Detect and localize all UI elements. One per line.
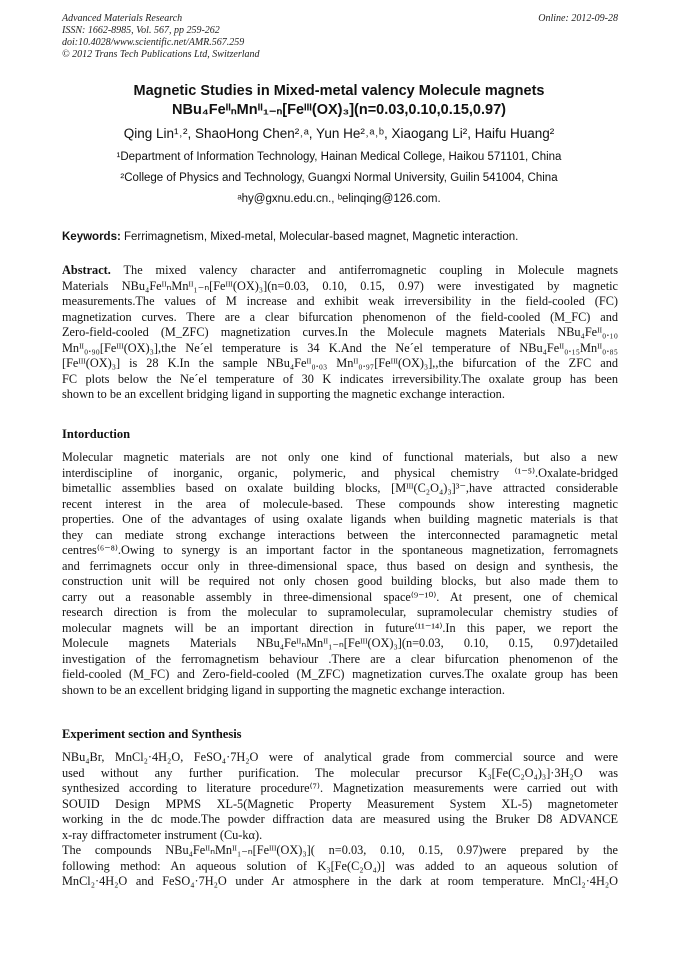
section-heading-introduction: Intorduction bbox=[62, 427, 131, 441]
experiment-line: MnCl₂·4H₂O and FeSO₄·7H₂O under Ar atmosphere in the dark at room temperature. MnCl₂·4H₂O bbox=[62, 874, 618, 888]
title-line-2: NBu₄FeᴵᴵₙMnᴵᴵ₁₋ₙ[Feᴵᴵᴵ(OX)₃](n=0.03,0.10,0.15,0.97) bbox=[172, 102, 506, 118]
intro-line: field-cooled (M_FC) and Zero-field-cooled (M_ZFC) magnetization curves.The oxalate group has been bbox=[62, 667, 618, 681]
issn-line: ISSN: 1662-8985, Vol. 567, pp 259-262 bbox=[62, 25, 220, 36]
abstract-line: FC plots below the Ne´el temperature of 30 K indicates irreversibility.The oxalate group has been bbox=[62, 371, 618, 386]
intro-line: molecular magnets will be an important direction in future⁽¹¹⁻¹⁴⁾.In this paper, we report the bbox=[62, 620, 618, 635]
abstract-line: Abstract. The mixed valency character and antiferromagnetic coupling in Molecule magnets bbox=[62, 263, 618, 277]
author-list: Qing Lin¹˒², ShaoHong Chen²˒ᵃ, Yun He²˒ᵃ˒ᵇ, Xiaogang Li², Haifu Huang² bbox=[123, 126, 555, 141]
doi-line: doi:10.4028/www.scientific.net/AMR.567.259 bbox=[62, 37, 245, 48]
abstract-line: [Feᴵᴵᴵ(OX)₃] is 28 K.In the sample NBu₄Feᴵᴵ₀.₀₃ Mnᴵᴵ₀.₉₇[Feᴵᴵᴵ(OX)₃],,the bifurcation of the ZFC and bbox=[62, 356, 618, 370]
experiment-line: SOUID Design MPMS XL-5(Magnetic Property Measurement System XL-5) magnetometer bbox=[62, 796, 618, 811]
online-date: Online: 2012-09-28 bbox=[538, 13, 618, 24]
experiment-line: The compounds NBu₄FeᴵᴵₙMnᴵᴵ₁₋ₙ[Feᴵᴵᴵ(OX)₃]( n=0.03, 0.10, 0.15, 0.97)were prepared by the bbox=[62, 843, 618, 857]
abstract bbox=[62, 263, 618, 403]
intro-line: Molecule magnets Materials NBu₄FeᴵᴵₙMnᴵᴵ₁₋ₙ[Feᴵᴵᴵ(OX)₃](n=0.03, 0.10, 0.15, 0.97)detailed bbox=[62, 636, 618, 650]
abstract-line: magnetization curves. There are a clear bifurcation phenomenon of the field-cooled (M_FC) and bbox=[62, 309, 618, 324]
intro-line: shown to be an excellent bridging ligand in supporting the magnetic exchange interaction. bbox=[62, 682, 505, 697]
journal-header bbox=[62, 13, 618, 61]
intro-line: construction unit will be required not only chosen good building blocks, but also made them to bbox=[62, 574, 618, 588]
affiliation-2: ²College of Physics and Technology, Guangxi Normal University, Guilin 541004, China bbox=[120, 172, 558, 184]
affiliation-1: ¹Department of Information Technology, Hainan Medical College, Haikou 571101, China bbox=[116, 151, 562, 163]
abstract-label: Abstract. bbox=[62, 263, 111, 277]
intro-line: and ferrimagnets occur only in three-dimensional space, thus based on design and synthesis, the bbox=[62, 558, 618, 573]
intro-line: investigation of the ferromagnetism behaviour .There are a clear bifurcation phenomenon of the bbox=[62, 651, 618, 666]
abstract-line: Mnᴵᴵ₀.₉₀[Feᴵᴵᴵ(OX)₃],the Ne´el temperature is 34 K.And the Ne´el temperature of NBu₄Feᴵᴵ₀.₁₅Mnᴵᴵ₀.₈₅ bbox=[62, 340, 618, 355]
copyright-line: © 2012 Trans Tech Publications Ltd, Switzerland bbox=[62, 49, 260, 60]
abstract-line: Zero-field-cooled (M_ZFC) magnetization curves.In the Molecule magnets Materials NBu₄Feᴵᴵ₀.₁₀ bbox=[62, 325, 618, 339]
intro-line: centres⁽⁶⁻⁸⁾.Owing to synergy is an important factor in the spontaneous magnetization, ferromagnets bbox=[62, 543, 618, 557]
section-heading-experiment: Experiment section and Synthesis bbox=[62, 727, 242, 741]
experiment-line: working in the dc mode.The powder diffraction data are measured using the Bruker D8 ADVANCE bbox=[62, 812, 618, 826]
keywords-text: Ferrimagnetism, Mixed-metal, Molecular-based magnet, Magnetic interaction. bbox=[120, 231, 519, 243]
paper-title bbox=[40, 82, 638, 120]
abstract-line: shown to be an excellent bridging ligand in supporting the magnetic exchange interaction. bbox=[62, 387, 505, 401]
abstract-line: measurements.The values of M increase and exhibit weak irreversibility in the field-cooled (FC) bbox=[62, 294, 618, 308]
intro-line: recent interest in the area of molecule-based. These compounds show interesting magnetic bbox=[62, 496, 618, 511]
introduction-body bbox=[62, 450, 618, 698]
experiment-line: following method: An aqueous solution of K₃[Fe(C₂O₄)] was added to an aqueous solution of bbox=[62, 858, 618, 873]
experiment-line: used without any further purification. The molecular precursor K₃[Fe(C₂O₄)₃]·3H₂O was bbox=[62, 765, 618, 780]
experiment-body bbox=[62, 750, 618, 890]
experiment-line: x-ray diffractometer instrument (Cu-kα). bbox=[62, 827, 263, 842]
title-line-1: Magnetic Studies in Mixed-metal valency Molecule magnets bbox=[133, 83, 545, 99]
intro-line: carry out a reasonable assembly in three-dimensional space⁽⁹⁻¹⁰⁾. At present, one of chemical bbox=[62, 589, 618, 604]
intro-line: bimetallic assemblies based on oxalate building blocks, [Mᴵᴵᴵ(C₂O₄)₃]³⁻,have attracted considerable bbox=[62, 481, 618, 495]
intro-line: research direction is from the molecular to supramolecular, supramolecular chemistry studies of bbox=[62, 605, 618, 619]
keywords bbox=[62, 230, 618, 245]
intro-line: interdiscipline of inorganic, organic, polymeric, and physical chemistry ⁽¹⁻⁵⁾.Oxalate-bridged bbox=[62, 465, 618, 480]
intro-line: they can mediate strong exchange interactions between the interconnected paramagnetic metal bbox=[62, 527, 618, 542]
contact-emails: ᵃhy@gxnu.edu.cn., ᵇelinqing@126.com. bbox=[237, 193, 441, 205]
abstract-line: Materials NBu₄FeᴵᴵₙMnᴵᴵ₁₋ₙ[Feᴵᴵᴵ(OX)₃](n=0.03, 0.10, 0.15, 0.97) were investigated by magnetic bbox=[62, 278, 618, 293]
experiment-line: synthesized according to literature procedure⁽⁷⁾. Magnetization measurements were carried out with bbox=[62, 781, 618, 795]
intro-line: Molecular magnetic materials are not only one kind of functional materials, but also a new bbox=[62, 450, 618, 464]
journal-name: Advanced Materials Research bbox=[62, 13, 183, 24]
keywords-label: Keywords: bbox=[62, 231, 121, 243]
intro-line: properties. One of the advantages of using oxalate ligands when building magnetic materials is that bbox=[62, 512, 618, 526]
experiment-line: NBu₄Br, MnCl₂·4H₂O, FeSO₄·7H₂O were of analytical grade from commercial source and were bbox=[62, 750, 618, 764]
